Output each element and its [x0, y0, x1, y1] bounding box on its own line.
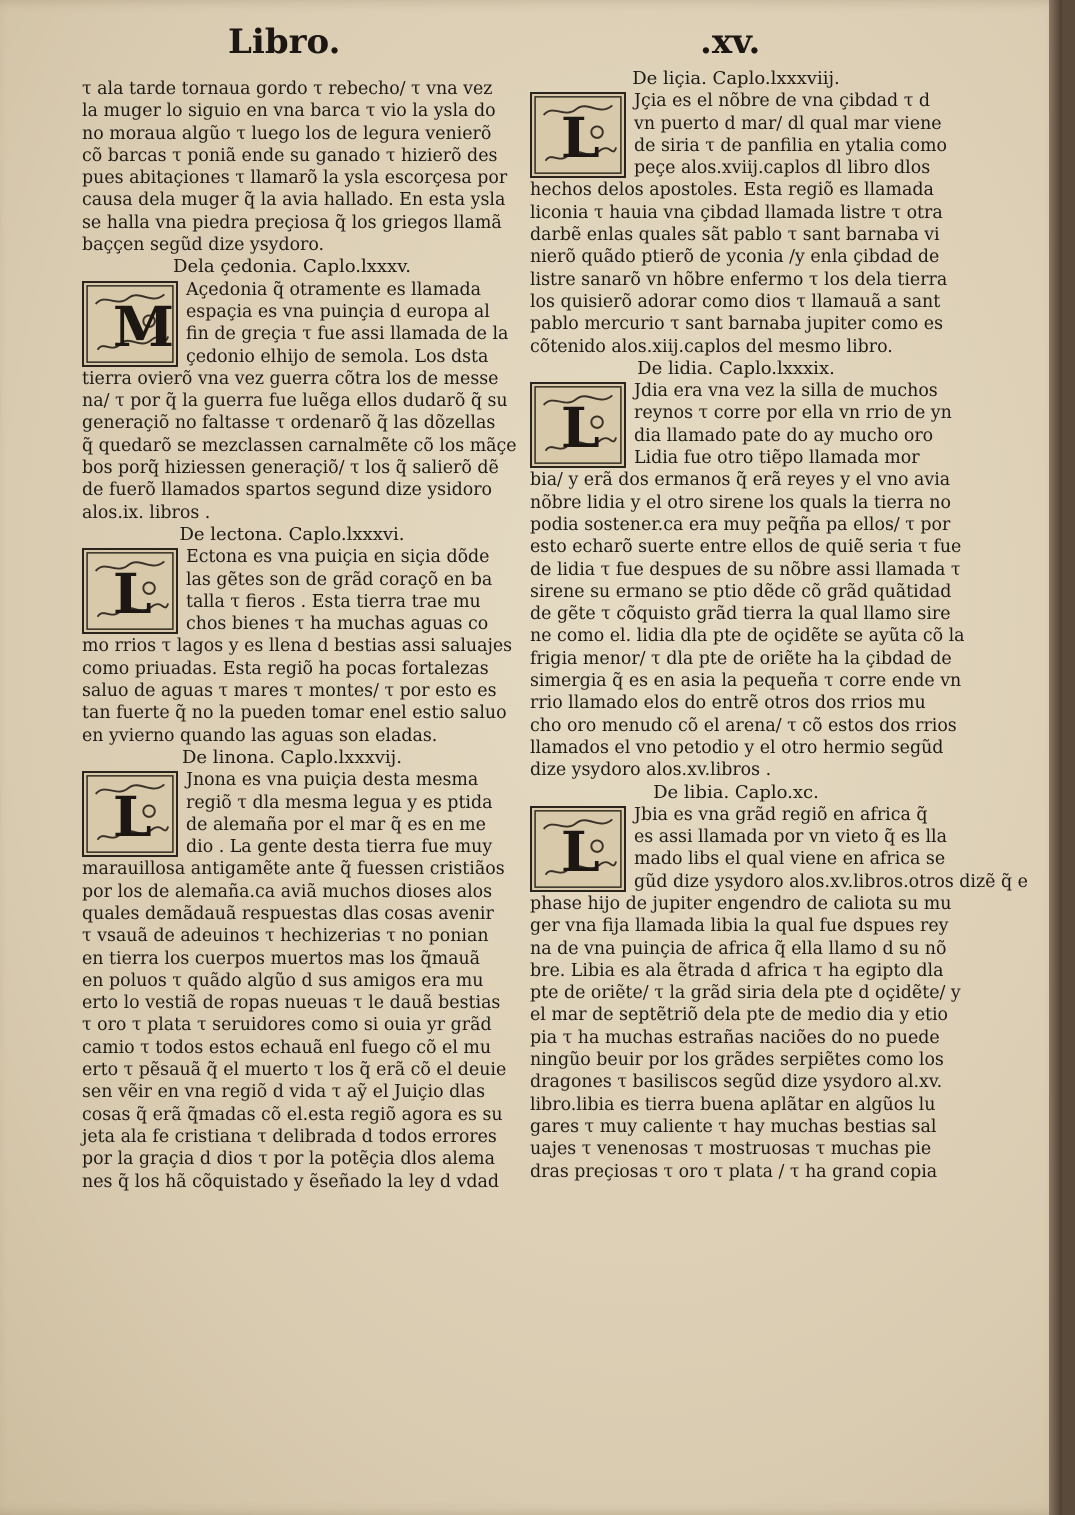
text-line: bre. Libia es ala ẽtrada d africa τ ha egipto dla [530, 960, 944, 981]
text-line: vn puerto d mar/ dl qual mar viene [634, 113, 942, 134]
right-column [530, 68, 1028, 1183]
text-line: rrio llamado elos do entrẽ otros dos rrios mu [530, 693, 926, 714]
svg-text:L: L [112, 785, 152, 851]
text-line: cõ barcas τ poniã ende su ganado τ hizierõ des [82, 145, 498, 166]
text-line: las gẽtes son de grãd coraçõ en ba [186, 569, 493, 590]
text-line: mado libs el qual viene en africa se [634, 849, 946, 870]
svg-text:M: M [112, 294, 175, 360]
text-line: camio τ todos estos echauã enl fuego cõ el mu [82, 1037, 492, 1058]
decorated-initial-icon [82, 548, 178, 634]
text-line: darbẽ enlas quales sãt pablo τ sant barnaba vi [530, 225, 940, 246]
text-line: jeta ala fe cristiana τ delibrada d todos errores [82, 1126, 497, 1147]
chapter-heading: Dela çedonia. Caplo.lxxxv. [173, 256, 411, 278]
text-line: dize ysydoro alos.xv.libros . [530, 760, 772, 781]
text-line: Jbia es vna grãd regiõ en africa q̃ [634, 804, 928, 825]
text-line: simergia q̃ es en asia la pequeña τ corre ende vn [530, 671, 962, 692]
svg-text:L: L [560, 106, 600, 172]
text-line: esto echarõ suerte entre ellos de quiẽ seria τ fue [530, 537, 962, 558]
text-line: na de vna puinçia de africa q̃ ella llamo d su nõ [530, 938, 947, 959]
text-line: quales demãdauã respuestas dlas cosas avenir [82, 903, 494, 924]
text-line: gũd dize ysydoro alos.xv.libros.otros dizẽ q̃ e [634, 871, 1028, 892]
text-line: la muger lo siguio en vna barca τ vio la ysla do [82, 101, 496, 122]
text-line: en tierra los cuerpos muertos mas los q̃mauã [82, 948, 481, 969]
text-line: frigia menor/ τ dla pte de oriẽte ha la çibdad de [530, 648, 952, 669]
text-line: pablo mercurio τ sant barnaba jupiter como es [530, 314, 943, 335]
text-line: por la graçia d dios τ por la potẽçia dlos alema [82, 1149, 496, 1170]
text-line: regiõ τ dla mesma legua y es ptida [186, 792, 493, 813]
chapter-text [530, 804, 1028, 1183]
text-line: Ectona es vna puiçia en siçia dõde [186, 547, 490, 568]
chapter-text [530, 90, 948, 358]
text-line: dio . La gente desta tierra fue muy [186, 837, 493, 858]
text-line: phase hijo de jupiter engendro de caliota su mu [530, 893, 952, 914]
text-line: erto lo vestiã de ropas nueuas τ le dauã bestias [82, 993, 501, 1014]
decorated-initial-icon [530, 806, 626, 892]
text-line: cho oro menudo cõ el arena/ τ cõ estos dos rrios [530, 715, 957, 736]
svg-text:L: L [560, 396, 600, 462]
text-line: de fuerõ llamados spartos segund dize ysidoro [82, 480, 493, 501]
chapter-text [82, 769, 507, 1193]
text-line: tierra ovierõ vna vez guerra cõtra los de messe [82, 368, 499, 389]
svg-text:L: L [112, 562, 152, 628]
text-line: en poluos τ quãdo algũo d sus amigos era mu [82, 970, 484, 991]
text-line: generaçiõ no faltasse τ ordenarõ q̃ las dõzellas [82, 413, 496, 434]
text-line: cõtenido alos.xiij.caplos del mesmo libro. [530, 336, 893, 357]
text-line: causa dela muger q̃ la avia hallado. En esta ysla [82, 190, 506, 211]
text-line: por los de alemaña.ca aviã muchos dioses alos [82, 881, 493, 902]
text-line: sirene su ermano se ptio dẽde cõ grãd quãtidad [530, 581, 952, 602]
text-line: bia/ y erã dos ermanos q̃ erã reyes y el vno avia [530, 470, 951, 491]
text-line: hechos delos apostoles. Esta regiõ es llamada [530, 180, 934, 201]
text-line: saluo de aguas τ mares τ montes/ τ por esto es [82, 681, 497, 702]
text-line: liconia τ hauia vna çibdad llamada listre τ otra [530, 202, 943, 223]
text-line: de alemaña por el mar q̃ es en me [186, 814, 486, 835]
decorated-initial-icon [530, 382, 626, 468]
text-line: mo rrios τ lagos y es llena d bestias assi saluajes [82, 636, 513, 657]
text-line: se halla vna piedra preçiosa q̃ los griegos llamã [82, 212, 502, 233]
text-line: cosas q̃ erã q̃madas cõ el.esta regiõ agora es su [82, 1104, 503, 1125]
text-line: los quisierõ adorar como dios τ llamauã a sant [530, 291, 941, 312]
text-line: el mar de septẽtriõ dela pte de medio dia y etio [530, 1005, 949, 1026]
chapter-heading: De linona. Caplo.lxxxvij. [182, 746, 402, 768]
text-line: de lidia τ fue despues de su nõbre assi llamada τ [530, 559, 961, 580]
text-line: chos bienes τ ha muchas aguas co [186, 614, 489, 635]
text-line: erto τ pẽsauã q̃ el muerto τ los q̃ erã cõ el deuie [82, 1060, 507, 1081]
chapter-text [82, 279, 517, 524]
chapter-heading: De lectona. Caplo.lxxxvi. [179, 523, 405, 545]
text-line: talla τ fieros . Esta tierra trae mu [186, 591, 481, 612]
text-line: bos porq̃ hiziessen generaçiõ/ τ los q̃ salierõ dẽ [82, 458, 499, 479]
text-line: τ vsauã de adeuinos τ hechizerias τ no ponian [82, 926, 489, 947]
chapter-text [82, 546, 513, 747]
text-line: Jnona es vna puiçia desta mesma [186, 770, 479, 791]
text-line: espaçia es vna puinçia d europa al [186, 301, 490, 322]
text-line: na/ τ por q̃ la guerra fue luẽga ellos dudarõ q̃ su [82, 391, 508, 412]
text-line: nõbre lidia y el otro sirene los quals la tierra no [530, 492, 951, 513]
running-head-left: Libro. [228, 22, 341, 62]
text-line: nierõ quãdo ptierõ de yconia /y enla çibdad de [530, 247, 940, 268]
text-line: ne como el. lidia dla pte de oçidẽte se ayũta cõ la [530, 626, 965, 647]
text-line: marauillosa antigamẽte ante q̃ fuessen cristiãos [82, 859, 505, 880]
text-line: nes q̃ los hã cõquistado y ẽseñado la ley d vdad [82, 1171, 500, 1192]
text-line: Jdia era vna vez la silla de muchos [634, 381, 938, 402]
page-edge [1049, 0, 1062, 1515]
text-line: gares τ muy caliente τ hay muchas bestias sal [530, 1116, 937, 1137]
text-line: listre sanarõ vn hõbre enfermo τ los dela tierra [530, 269, 948, 290]
text-line: no moraua algũo τ luego los de legura venierõ [82, 123, 492, 144]
text-line: baççen segũd dize ysydoro. [82, 235, 325, 256]
decorated-initial-icon [530, 92, 626, 178]
text-line: Jçia es el nõbre de vna çibdad τ d [634, 91, 930, 112]
text-line: pues abitaçiones τ llamarõ la ysla escorçesa por [82, 168, 508, 189]
text-line: es assi llamada por vn vieto q̃ es lla [634, 827, 947, 848]
text-line: podia sostener.ca era muy peq̃ña pa ellos/ τ por [530, 514, 951, 535]
text-line: fin de greçia τ fue assi llamada de la [186, 324, 509, 345]
chapter-heading: De liçia. Caplo.lxxxviij. [632, 68, 840, 89]
text-line: dia llamado pate do ay mucho oro [634, 425, 934, 446]
decorated-initial-icon [82, 771, 178, 857]
text-line: sen vẽir en vna regiõ d vida τ aỹ el Juiçio dlas [82, 1082, 486, 1103]
text-line: llamados el vno petodio y el otro hermio segũd [530, 737, 944, 758]
text-line: çedonio elhijo de semola. Los dsta [186, 346, 489, 367]
text-line: dragones τ basiliscos segũd dize ysydoro al.xv. [530, 1072, 943, 1093]
text-line: ger vna fija llamada libia la qual fue dspues rey [530, 916, 949, 937]
svg-text:L: L [560, 819, 600, 885]
left-column [82, 78, 517, 1193]
text-line: dras preçiosas τ oro τ plata / τ ha grand copia [530, 1161, 938, 1182]
text-line: τ oro τ plata τ seruidores como si ouia yr grãd [82, 1015, 492, 1036]
text-line: de siria τ de panfilia en ytalia como [634, 135, 948, 156]
text-line: q̃ quedarõ se mezclassen carnalmẽte cõ los mãçe [82, 435, 517, 456]
text-line: Lidia fue otro tiẽpo llamada mor [634, 448, 920, 469]
text-line: ningũo beuir por los grãdes serpiẽtes como los [530, 1050, 944, 1071]
chapter-heading: De lidia. Caplo.lxxxix. [637, 357, 835, 379]
text-line: reynos τ corre por ella vn rrio de yn [634, 403, 952, 424]
text-line: pia τ ha muchas estrañas naciões do no puede [530, 1027, 940, 1048]
text-line: τ ala tarde tornaua gordo τ rebecho/ τ vna vez [82, 79, 493, 99]
text-line: de gẽte τ cõquisto grãd tierra la qual llamo sire [530, 604, 951, 625]
text-line: uajes τ venenosas τ mostruosas τ muchas pie [530, 1139, 932, 1160]
text-line: pte de oriẽte/ τ la grãd siria dela pte d oçidẽte/ y [530, 983, 961, 1004]
running-head-right: .xv. [700, 22, 761, 62]
text-line: peçe alos.xviij.caplos dl libro dlos [634, 158, 931, 179]
text-line: como priuadas. Esta regiõ ha pocas fortalezas [82, 658, 489, 679]
text-line: Açedonia q̃ otramente es llamada [186, 279, 482, 300]
text-line: libro.libia es tierra buena aplãtar en algũos lu [530, 1094, 936, 1115]
chapter-text [530, 380, 965, 781]
text-line: en yvierno quando las aguas son eladas. [82, 725, 438, 746]
text-line: tan fuerte q̃ no la pueden tomar enel estio saluo [82, 703, 507, 724]
decorated-initial-icon [82, 281, 178, 367]
chapter-heading: De libia. Caplo.xc. [653, 781, 819, 803]
text-line: alos.ix. libros . [82, 502, 211, 523]
